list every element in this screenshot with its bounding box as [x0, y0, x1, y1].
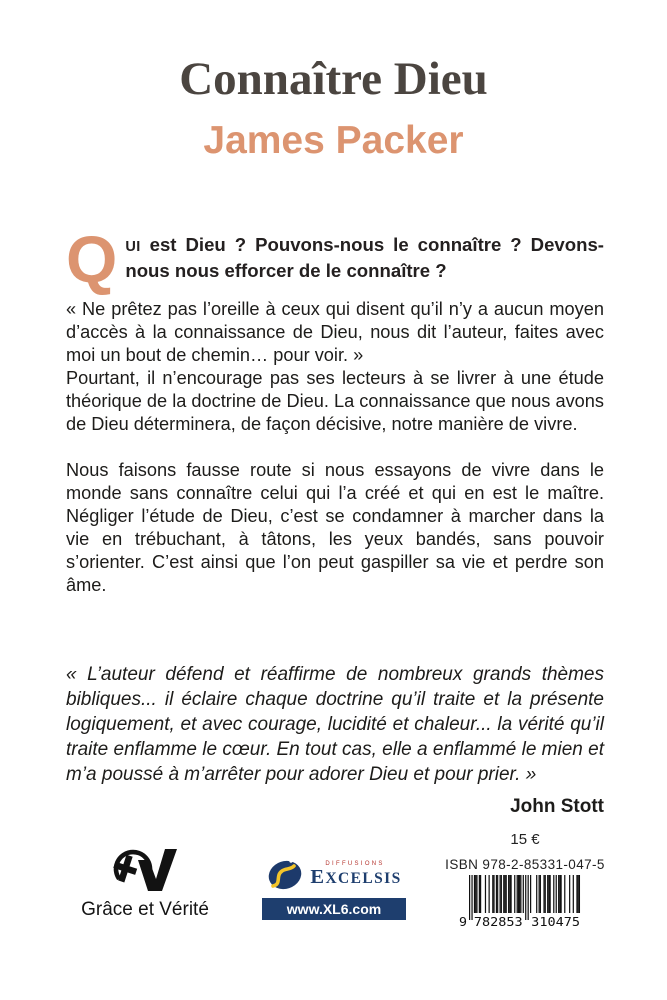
- barcode: [444, 875, 606, 933]
- drop-cap-q: Q: [66, 222, 118, 296]
- hook-question: [66, 222, 604, 296]
- distributor-website: www.XL6.com: [262, 898, 406, 920]
- paragraph-theme: Nous faisons fausse route si nous essayons de vivre dans le monde sans connaître celui qui l’a créé et qui en est le maître. Négliger l’étude de Dieu, c’est se condamner à marcher dans la vie en trébuchant, à tâtons, les yeux bandés, sans pouvoir s’orienter. C’est ainsi que l’on peut gaspiller sa vie et perdre son âme.: [66, 460, 604, 595]
- excelsis-logo: [262, 855, 406, 894]
- price: 15 €: [510, 831, 540, 848]
- endorsement-author: John Stott: [510, 796, 604, 817]
- svg-text:9: 9: [459, 914, 467, 928]
- grace-et-verite-logo-icon: [106, 848, 184, 892]
- endorsement-quote: « L’auteur défend et réaffirme de nombreux grands thèmes bibliques... il éclaire chaque doctrine qu’il traite et la présente logiquement, et avec courage, lucidité et chaleur... la vérité qu’il traite enflamme le cœur. En tout cas, elle a enflammé le mien et m’a poussé à m’arrêter pour adorer Dieu et pour prier. »: [66, 664, 604, 785]
- svg-text:782853: 782853: [473, 914, 523, 928]
- diffusions-label: DIFFUSIONS: [325, 860, 385, 867]
- sale-info-block: [444, 831, 606, 933]
- distributor-block: [262, 855, 406, 920]
- excelsis-oval-icon: [266, 856, 304, 893]
- excelsis-wordmark: [310, 861, 401, 889]
- question-text: est Dieu ? Pouvons-nous le connaître ? Devons-nous nous efforcer de le connaître ?: [125, 234, 604, 281]
- back-cover-text: [66, 222, 604, 818]
- publisher-block: [64, 848, 226, 921]
- book-author: James Packer: [203, 119, 464, 162]
- distributor-name: EXCELSIS: [310, 865, 402, 888]
- question-small-caps: UI: [125, 239, 141, 255]
- svg-text:310475: 310475: [531, 914, 580, 928]
- ean13-barcode-icon: [459, 875, 591, 928]
- publisher-name: Grâce et Vérité: [81, 899, 209, 920]
- book-title: Connaître Dieu: [179, 53, 488, 105]
- paragraph-commentary: Pourtant, il n’encourage pas ses lecteurs à se livrer à une étude théorique de la doctrine de Dieu. La connaissance que nous avons de Dieu déterminera, de façon décisive, notre manière de vivre.: [66, 368, 604, 434]
- paragraph-author-quote: « Ne prêtez pas l’oreille à ceux qui disent qu’il n’y a aucun moyen d’accès à la connaissance de Dieu, nous dit l’auteur, faites avec moi un bout de chemin… pour voir. »: [66, 299, 604, 365]
- isbn-label: ISBN 978-2-85331-047-5: [445, 857, 605, 872]
